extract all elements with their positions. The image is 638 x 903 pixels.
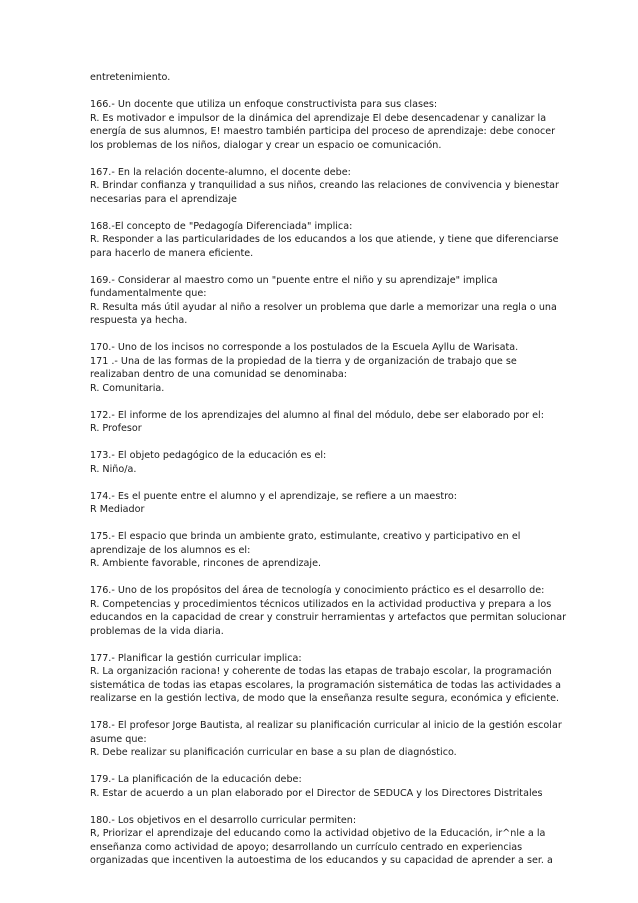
text-line: entretenimiento. — [90, 72, 171, 83]
paragraph-gap — [90, 152, 550, 166]
text-line: 170.- Uno de los incisos no corresponde a los postulados de la Escuela Ayllu de Warisata. — [90, 342, 519, 353]
question-q176 — [90, 584, 567, 638]
text-line: necesarias para el aprendizaje — [90, 193, 237, 205]
question-q177 — [90, 652, 561, 706]
paragraph-gap — [90, 206, 550, 220]
text-line: realizaban dentro de una comunidad se denominaba: — [90, 369, 347, 380]
question-q167 — [90, 166, 559, 207]
question-p-intro — [90, 71, 550, 85]
text-line: educandos en la capacidad de crear y construir herramientas y artefactos que permitan solucionar — [90, 612, 567, 623]
text-line: realizarse en la gestión lectiva, de modo que la enseñanza resulte segura, económica y eficiente. — [90, 693, 560, 704]
question-q179 — [90, 773, 550, 800]
text-line: respuesta ya hecha. — [90, 315, 188, 326]
text-line: 180.- Los objetivos en el desarrollo curricular permiten: — [90, 814, 357, 826]
text-line: 173.- El objeto pedagógico de la educación es el: — [90, 450, 327, 461]
text-line: 166.- Un docente que utiliza un enfoque constructivista para sus clases: — [90, 99, 438, 110]
question-q166 — [90, 98, 556, 152]
text-line: R. Resulta más útil ayudar al niño a resolver un problema que darle a memorizar una regla o una — [90, 301, 557, 313]
text-line: 167.- En la relación docente-alumno, el docente debe: — [90, 166, 351, 178]
paragraph-gap — [90, 476, 550, 490]
text-line: 171 .- Una de las formas de la propiedad de la tierra y de organización de trabajo que se — [90, 355, 517, 367]
text-line: 168.-El concepto de "Pedagogía Diferenciada" implica: — [90, 220, 353, 232]
text-line: R. Brindar confianza y tranquilidad a sus niños, creando las relaciones de convivencia y bienestar — [90, 180, 559, 191]
text-line: R. Ambiente favorable, rincones de aprendizaje. — [90, 558, 322, 569]
text-line: 172.- El informe de los aprendizajes del alumno al final del módulo, debe ser elaborado por el: — [90, 409, 544, 421]
text-line: R. Competencias y procedimientos técnicos utilizados en la actividad productiva y prepara a los — [90, 598, 552, 610]
text-line: fundamentalmente que: — [90, 288, 207, 299]
question-q174 — [90, 490, 550, 517]
question-q169 — [90, 274, 557, 328]
text-line: enseñanza como actividad de apoyo; desarrollando un currículo centrado en experiencias — [90, 841, 523, 853]
question-q172 — [90, 409, 550, 436]
paragraph-gap — [90, 260, 550, 274]
text-line: R. Comunitaria. — [90, 382, 165, 394]
question-q178 — [90, 719, 562, 760]
text-line: R, Priorizar el aprendizaje del educando como la actividad objetivo de la Educación, ir^nle a la — [90, 828, 546, 839]
question-q175 — [90, 530, 550, 571]
question-q173 — [90, 449, 550, 476]
text-line: R. Responder a las particularidades de los educandos a los que atiende, y tiene que diferenciarse — [90, 234, 559, 245]
text-line: 174.- Es el puente entre el alumno y el aprendizaje, se refiere a un maestro: — [90, 490, 457, 502]
text-line: aprendizaje de los alumnos es el: — [90, 544, 251, 556]
document-body — [90, 71, 567, 868]
text-line: R Mediador — [90, 504, 145, 515]
text-line: 179.- La planificación de la educación debe: — [90, 774, 302, 785]
text-line: R. Estar de acuerdo a un plan elaborado por el Director de SEDUCA y los Directores Distritales — [90, 787, 543, 799]
question-q168 — [90, 220, 559, 261]
text-line: R. Es motivador e impulsor de la dinámica del aprendizaje El debe desencadenar y canalizar la — [90, 112, 547, 124]
text-line: R. Niño/a. — [90, 463, 137, 475]
text-line: asume que: — [90, 733, 147, 745]
text-line: 176.- Uno de los propósitos del área de tecnología y conocimiento práctico es el desarrollo de: — [90, 585, 545, 596]
paragraph-gap — [90, 328, 550, 342]
text-line: R. La organización raciona! y coherente de todas las etapas de trabajo escolar, la programación — [90, 666, 552, 677]
paragraph-gap — [90, 706, 550, 720]
question-q170 — [90, 341, 550, 395]
text-line: 169.- Considerar al maestro como un "puente entre el niño y su aprendizaje" implica — [90, 274, 498, 286]
text-line: 177.- Planificar la gestión curricular implica: — [90, 652, 302, 664]
paragraph-gap — [90, 517, 550, 531]
text-line: problemas de la vida diaria. — [90, 625, 224, 637]
text-line: 178.- El profesor Jorge Bautista, al realizar su planificación curricular al inicio de la gestión escolar — [90, 720, 562, 731]
text-line: para hacerlo de manera eficiente. — [90, 247, 254, 259]
text-line: sistemática de todas ias etapas escolares, la programación sistemática de todas las actividades a — [90, 679, 561, 691]
paragraph-gap — [90, 395, 550, 409]
text-line: energía de sus alumnos, E! maestro también participa del proceso de aprendizaje: debe conocer — [90, 126, 556, 137]
paragraph-gap — [90, 436, 550, 450]
paragraph-gap — [90, 800, 550, 814]
question-q180 — [90, 814, 553, 868]
text-line: 175.- El espacio que brinda un ambiente grato, estimulante, creativo y participativo en el — [90, 531, 521, 542]
text-line: R. Debe realizar su planificación curricular en base a su plan de diagnóstico. — [90, 747, 457, 758]
paragraph-gap — [90, 85, 550, 99]
text-line: organizadas que incentiven la autoestima de los educandos y su capacidad de aprender a ser. a — [90, 855, 553, 866]
paragraph-gap — [90, 760, 550, 774]
text-line: R. Profesor — [90, 423, 142, 434]
text-line: los problemas de los niños, dialogar y crear un espacio oe comunicación. — [90, 139, 442, 151]
paragraph-gap — [90, 571, 550, 585]
paragraph-gap — [90, 638, 550, 652]
